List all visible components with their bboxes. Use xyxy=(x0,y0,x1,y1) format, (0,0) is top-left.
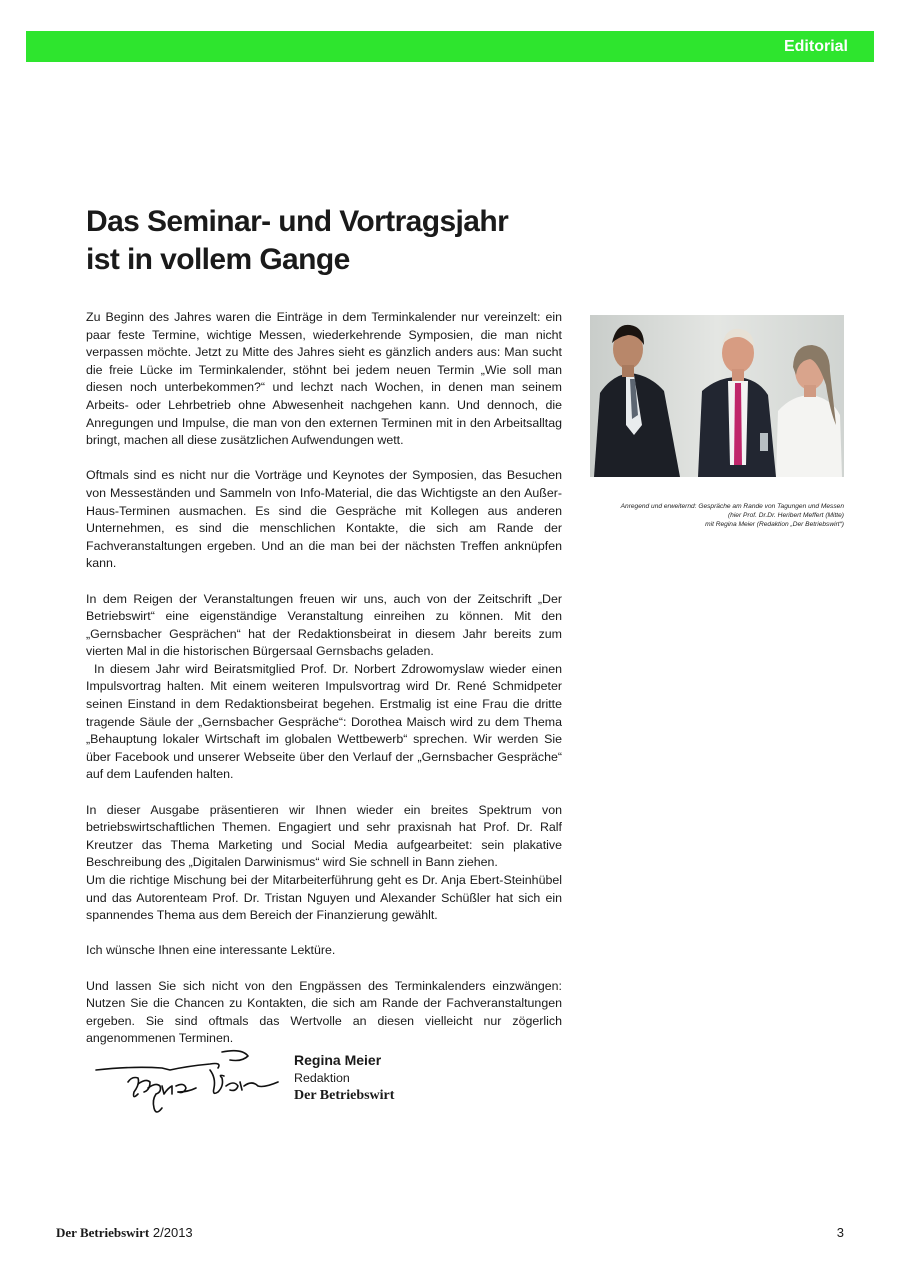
paragraph-text: In dieser Ausgabe präsentieren wir Ihnen wieder ein breites Spektrum von betriebswirtschaftlichen Themen. Engagiert und sehr praxisnah hat Prof. Dr. Ralf Kreutzer das Thema Marketing und Social Media aufgearbeitet: sein plakative Beschreibung des „Digitalen Darwinismus“ wird Sie schnell in Bann ziehen. xyxy=(86,802,562,870)
caption-line: Anregend und erweiternd: Gespräche am Rande von Tagungen und Messen xyxy=(620,503,844,510)
event-photo xyxy=(590,315,844,477)
headline-line-1: Das Seminar- und Vortragsjahr xyxy=(86,205,509,238)
footer-publication-name: Der Betriebswirt xyxy=(56,1225,150,1240)
paragraph-text: Um die richtige Mischung bei der Mitarbeiterführung geht es Dr. Anja Ebert-Steinhübel und das Autorenteam Prof. Dr. Tristan Nguyen und Alexander Schüßler hat sich ein spannendes Thema aus dem Bereich der Finanzierung gewählt. xyxy=(86,873,562,923)
paragraph-text: In dem Reigen der Veranstaltungen freuen wir uns, auch von der Zeitschrift „Der Betriebswirt“ eine eigenständige Veranstaltung einreihen zu können. Mit den „Gernsbacher Gesprächen“ hat der Redaktionsbeirat in diesem Jahr bereits zum vierten Mal in die historischen Bürgersaal Gernsbachs geladen. xyxy=(86,591,562,659)
paragraph-4 xyxy=(86,802,562,925)
paragraph-text: Oftmals sind es nicht nur die Vorträge und Keynotes der Symposien, das Besuchen von Messeständen und Sammeln von Info-Material, die das Wichtigste an den Außer-Haus-Terminen ausmachen. Es sind die Gespräche mit Kollegen aus anderen Unternehmen, es sind die menschlichen Kontakte, die sich am Rande der Fachveranstaltungen ergeben. Und an die man bei der nächsten Treffen anknüpfen kann. xyxy=(86,468,562,571)
headline-line-2: ist in vollem Gange xyxy=(86,243,350,276)
paragraph-text: Zu Beginn des Jahres waren die Einträge in dem Terminkalender nur vereinzelt: ein paar feste Termine, wichtige Messen, wiederkehrende Symposien, die man nicht verpassen möchte. Jetzt zu Mitte des Jahres sieht es gänzlich anders aus: Man sucht die freie Lücke im Terminkalender, stöhnt bei jedem neuen Termin „Wie soll man diesen noch unterbekommen?“ und lechzt nach Wochen, in denen man seinem Arbeits- oder Lehrbetrieb ohne Abwesenheit nachgehen kann. Und dennoch, die Anregungen und Impulse, die man von den externen Terminen mit in den Arbeitsalltag bringt, machen all diese zusätzlichen Aufwendungen wett. xyxy=(86,310,562,448)
paragraph-1 xyxy=(86,309,562,450)
event-photo-illustration xyxy=(590,315,844,477)
caption-line: (hier Prof. Dr.Dr. Heribert Meffert (Mitte) xyxy=(727,512,844,519)
author-name: Regina Meier xyxy=(294,1052,382,1068)
author-publication: Der Betriebswirt xyxy=(294,1088,395,1103)
photo-caption xyxy=(590,502,844,529)
signature-block xyxy=(294,1051,394,1105)
caption-line: mit Regina Meier (Redaktion „Der Betriebswirt“) xyxy=(705,521,844,528)
paragraph-3 xyxy=(86,591,562,785)
paragraph-text: Ich wünsche Ihnen eine interessante Lektüre. xyxy=(86,943,336,958)
section-label: Editorial xyxy=(783,38,848,55)
footer-publication xyxy=(56,1225,193,1241)
page-number: 3 xyxy=(836,1225,844,1240)
paragraph-5 xyxy=(86,942,562,960)
paragraph-text: Und lassen Sie sich nicht von den Engpässen des Terminkalenders einzwängen: Nutzen Sie die Chancen zu Kontakten, die sich am Rande der Fachveranstaltungen ergeben. Sie sind oftmals das Wertvolle an diesen vielleicht nur zögerlich angenommenen Terminen. xyxy=(86,978,562,1046)
footer-issue: 2/2013 xyxy=(152,1225,193,1240)
article-headline xyxy=(86,203,586,279)
article-body xyxy=(86,309,562,1066)
paragraph-2 xyxy=(86,467,562,573)
handwritten-signature xyxy=(92,1048,282,1120)
paragraph-text: In diesem Jahr wird Beiratsmitglied Prof. Dr. Norbert Zdrowomyslaw wieder einen Impulsvortrag halten. Mit einem weiteren Impulsvortrag wird Dr. René Schmidpeter seinen Einstand in dem Redaktionsbeirat begehen. Erstmalig ist eine Frau die dritte tragende Säule der „Gernsbacher Gespräche“: Dorothea Maisch wird zu dem Thema „Behauptung lokaler Wirtschaft im globalen Wettbewerb“ sprechen. Wir werden Sie über Facebook und unserer Webseite über den Verlauf der „Gernsbacher Gespräche“ auf dem Laufenden halten. xyxy=(86,661,562,782)
section-header-bar xyxy=(26,31,874,62)
author-role: Redaktion xyxy=(294,1071,350,1085)
paragraph-6 xyxy=(86,978,562,1048)
